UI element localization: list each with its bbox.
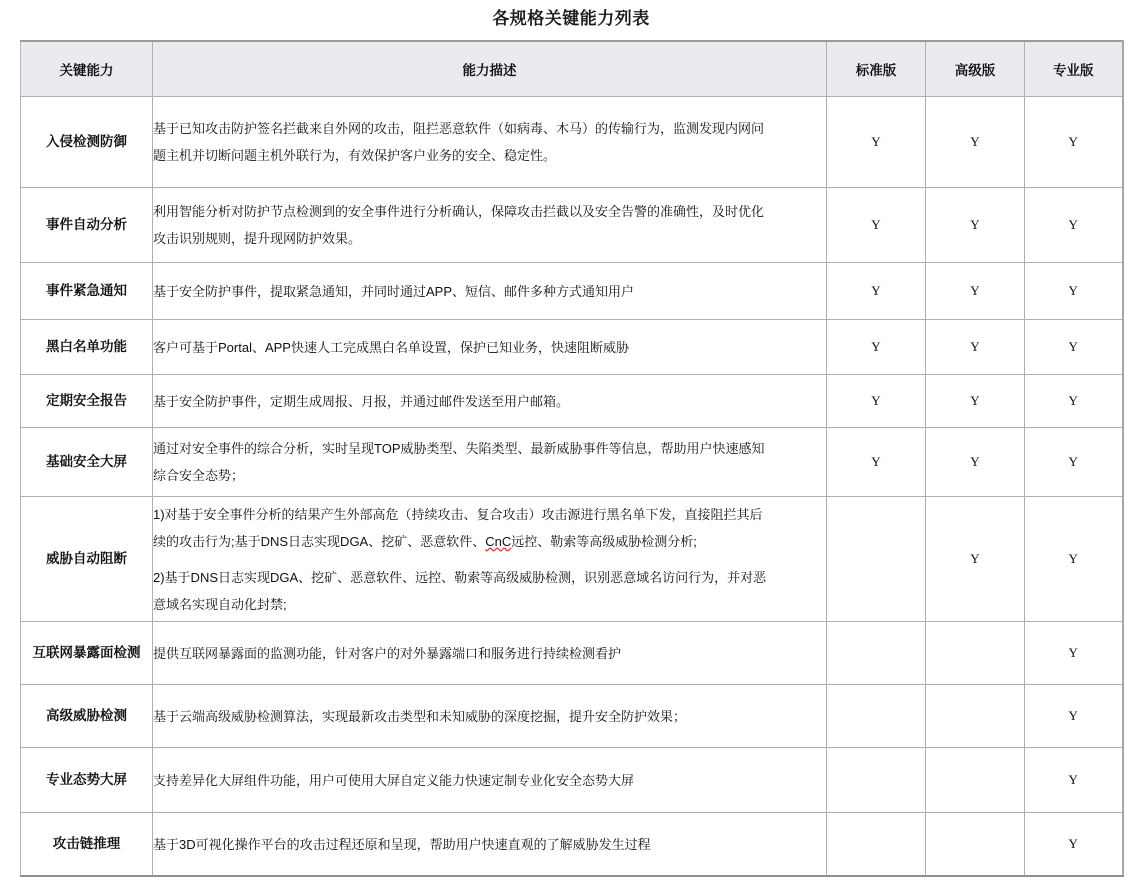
description-line: 题主机并切断问题主机外联行为，有效保护客户业务的安全、稳定性。 — [153, 148, 557, 163]
column-header-professional: 专业版 — [1025, 41, 1123, 97]
table-row — [21, 375, 1123, 428]
capability-table-container — [20, 40, 1122, 877]
capability-name-cell: 定期安全报告 — [21, 375, 153, 428]
support-mark-advanced — [926, 813, 1025, 877]
capability-name-cell: 入侵检测防御 — [21, 97, 153, 188]
description-line: 基于安全防护事件，定期生成周报、月报，并通过邮件发送至用户邮箱。 — [153, 393, 570, 409]
table-row — [21, 622, 1123, 685]
support-mark-professional: Y — [1025, 375, 1123, 428]
capability-name-cell: 事件紧急通知 — [21, 263, 153, 320]
column-header-description: 能力描述 — [153, 41, 827, 97]
description-line: 意域名实现自动化封禁; — [153, 596, 287, 612]
support-mark-standard: Y — [827, 188, 926, 263]
support-mark-professional: Y — [1025, 263, 1123, 320]
support-mark-professional: Y — [1025, 188, 1123, 263]
description-line: 基于已知攻击防护签名拦截来自外网的攻击，阻拦恶意软件（如病毒、木马）的传输行为，监测发现内网问 — [153, 121, 765, 136]
description-line: 续的攻击行为;基于DNS日志实现DGA、挖矿、恶意软件、CnC远控、勒索等高级威胁检测分析; — [153, 533, 697, 549]
support-mark-professional: Y — [1025, 685, 1123, 748]
capability-name-cell: 事件自动分析 — [21, 188, 153, 263]
support-mark-standard: Y — [827, 97, 926, 188]
table-row — [21, 320, 1123, 375]
capability-name-cell: 威胁自动阻断 — [21, 497, 153, 622]
support-mark-advanced: Y — [926, 320, 1025, 375]
column-header-capability: 关键能力 — [21, 41, 153, 97]
table-row — [21, 813, 1123, 877]
support-mark-standard: Y — [827, 428, 926, 497]
support-mark-standard: Y — [827, 263, 926, 320]
description-line: 综合安全态势； — [153, 468, 245, 483]
capability-name-cell: 攻击链推理 — [21, 813, 153, 877]
capability-name-cell: 黑白名单功能 — [21, 320, 153, 375]
support-mark-advanced: Y — [926, 375, 1025, 428]
support-mark-standard — [827, 813, 926, 877]
support-mark-professional: Y — [1025, 813, 1123, 877]
capability-description-cell — [153, 685, 827, 748]
description-line: 2)基于DNS日志实现DGA、挖矿、恶意软件、远控、勒索等高级威胁检测，识别恶意域名访问行为，并对恶 — [153, 569, 767, 585]
capability-description-cell — [153, 428, 827, 497]
support-mark-professional: Y — [1025, 497, 1123, 622]
support-mark-standard: Y — [827, 320, 926, 375]
description-line: 攻击识别规则，提升现网防护效果。 — [153, 231, 362, 246]
table-row — [21, 263, 1123, 320]
column-header-advanced: 高级版 — [926, 41, 1025, 97]
support-mark-standard: Y — [827, 375, 926, 428]
table-row — [21, 685, 1123, 748]
support-mark-advanced: Y — [926, 428, 1025, 497]
support-mark-advanced — [926, 622, 1025, 685]
support-mark-standard — [827, 497, 926, 622]
support-mark-professional: Y — [1025, 428, 1123, 497]
table-row — [21, 748, 1123, 813]
page-title: 各规格关键能力列表 — [492, 9, 650, 28]
capability-description-cell — [153, 263, 827, 320]
capability-description-cell — [153, 188, 827, 263]
capability-description-cell — [153, 748, 827, 813]
description-line: 客户可基于Portal、APP快速人工完成黑白名单设置，保护已知业务，快速阻断威胁 — [153, 339, 629, 355]
capability-name-cell: 专业态势大屏 — [21, 748, 153, 813]
capability-description-cell — [153, 320, 827, 375]
support-mark-standard — [827, 748, 926, 813]
table-row — [21, 428, 1123, 497]
description-line: 基于安全防护事件，提取紧急通知，并同时通过APP、短信、邮件多种方式通知用户 — [153, 283, 635, 299]
support-mark-professional: Y — [1025, 748, 1123, 813]
table-header — [21, 41, 1123, 97]
support-mark-advanced — [926, 748, 1025, 813]
description-line: 通过对安全事件的综合分析，实时呈现TOP威胁类型、失陷类型、最新威胁事件等信息，帮助用户快速感知 — [153, 441, 765, 456]
support-mark-professional: Y — [1025, 622, 1123, 685]
support-mark-professional: Y — [1025, 97, 1123, 188]
spellcheck-underlined-text: CnC — [485, 533, 512, 549]
support-mark-advanced: Y — [926, 497, 1025, 622]
table-row — [21, 97, 1123, 188]
support-mark-advanced: Y — [926, 97, 1025, 188]
support-mark-standard — [827, 685, 926, 748]
description-line: 提供互联网暴露面的监测功能，针对客户的对外暴露端口和服务进行持续检测看护 — [153, 645, 622, 661]
description-line: 基于云端高级威胁检测算法，实现最新攻击类型和未知威胁的深度挖掘，提升安全防护效果； — [153, 708, 687, 724]
description-line: 基于3D可视化操作平台的攻击过程还原和呈现，帮助用户快速直观的了解威胁发生过程 — [153, 836, 651, 852]
table-row — [21, 497, 1123, 622]
capability-description-cell — [153, 97, 827, 188]
support-mark-standard — [827, 622, 926, 685]
capability-description-cell — [153, 813, 827, 877]
capability-description-cell — [153, 497, 827, 622]
capability-name-cell: 基础安全大屏 — [21, 428, 153, 497]
support-mark-professional: Y — [1025, 320, 1123, 375]
description-line: 利用智能分析对防护节点检测到的安全事件进行分析确认，保障攻击拦截以及安全告警的准确性，及时优化 — [153, 204, 765, 219]
capability-table — [20, 40, 1124, 877]
description-line: 支持差异化大屏组件功能，用户可使用大屏自定义能力快速定制专业化安全态势大屏 — [153, 772, 635, 788]
table-header-row — [21, 41, 1123, 97]
capability-name-cell: 高级威胁检测 — [21, 685, 153, 748]
capability-name-cell: 互联网暴露面检测 — [21, 622, 153, 685]
table-body — [21, 97, 1123, 877]
support-mark-advanced — [926, 685, 1025, 748]
support-mark-advanced: Y — [926, 263, 1025, 320]
support-mark-advanced: Y — [926, 188, 1025, 263]
capability-description-cell — [153, 375, 827, 428]
column-header-standard: 标准版 — [827, 41, 926, 97]
capability-description-cell — [153, 622, 827, 685]
description-line: 1)对基于安全事件分析的结果产生外部高危（持续攻击、复合攻击）攻击源进行黑名单下发，直接阻拦其后 — [153, 506, 763, 522]
table-row — [21, 188, 1123, 263]
